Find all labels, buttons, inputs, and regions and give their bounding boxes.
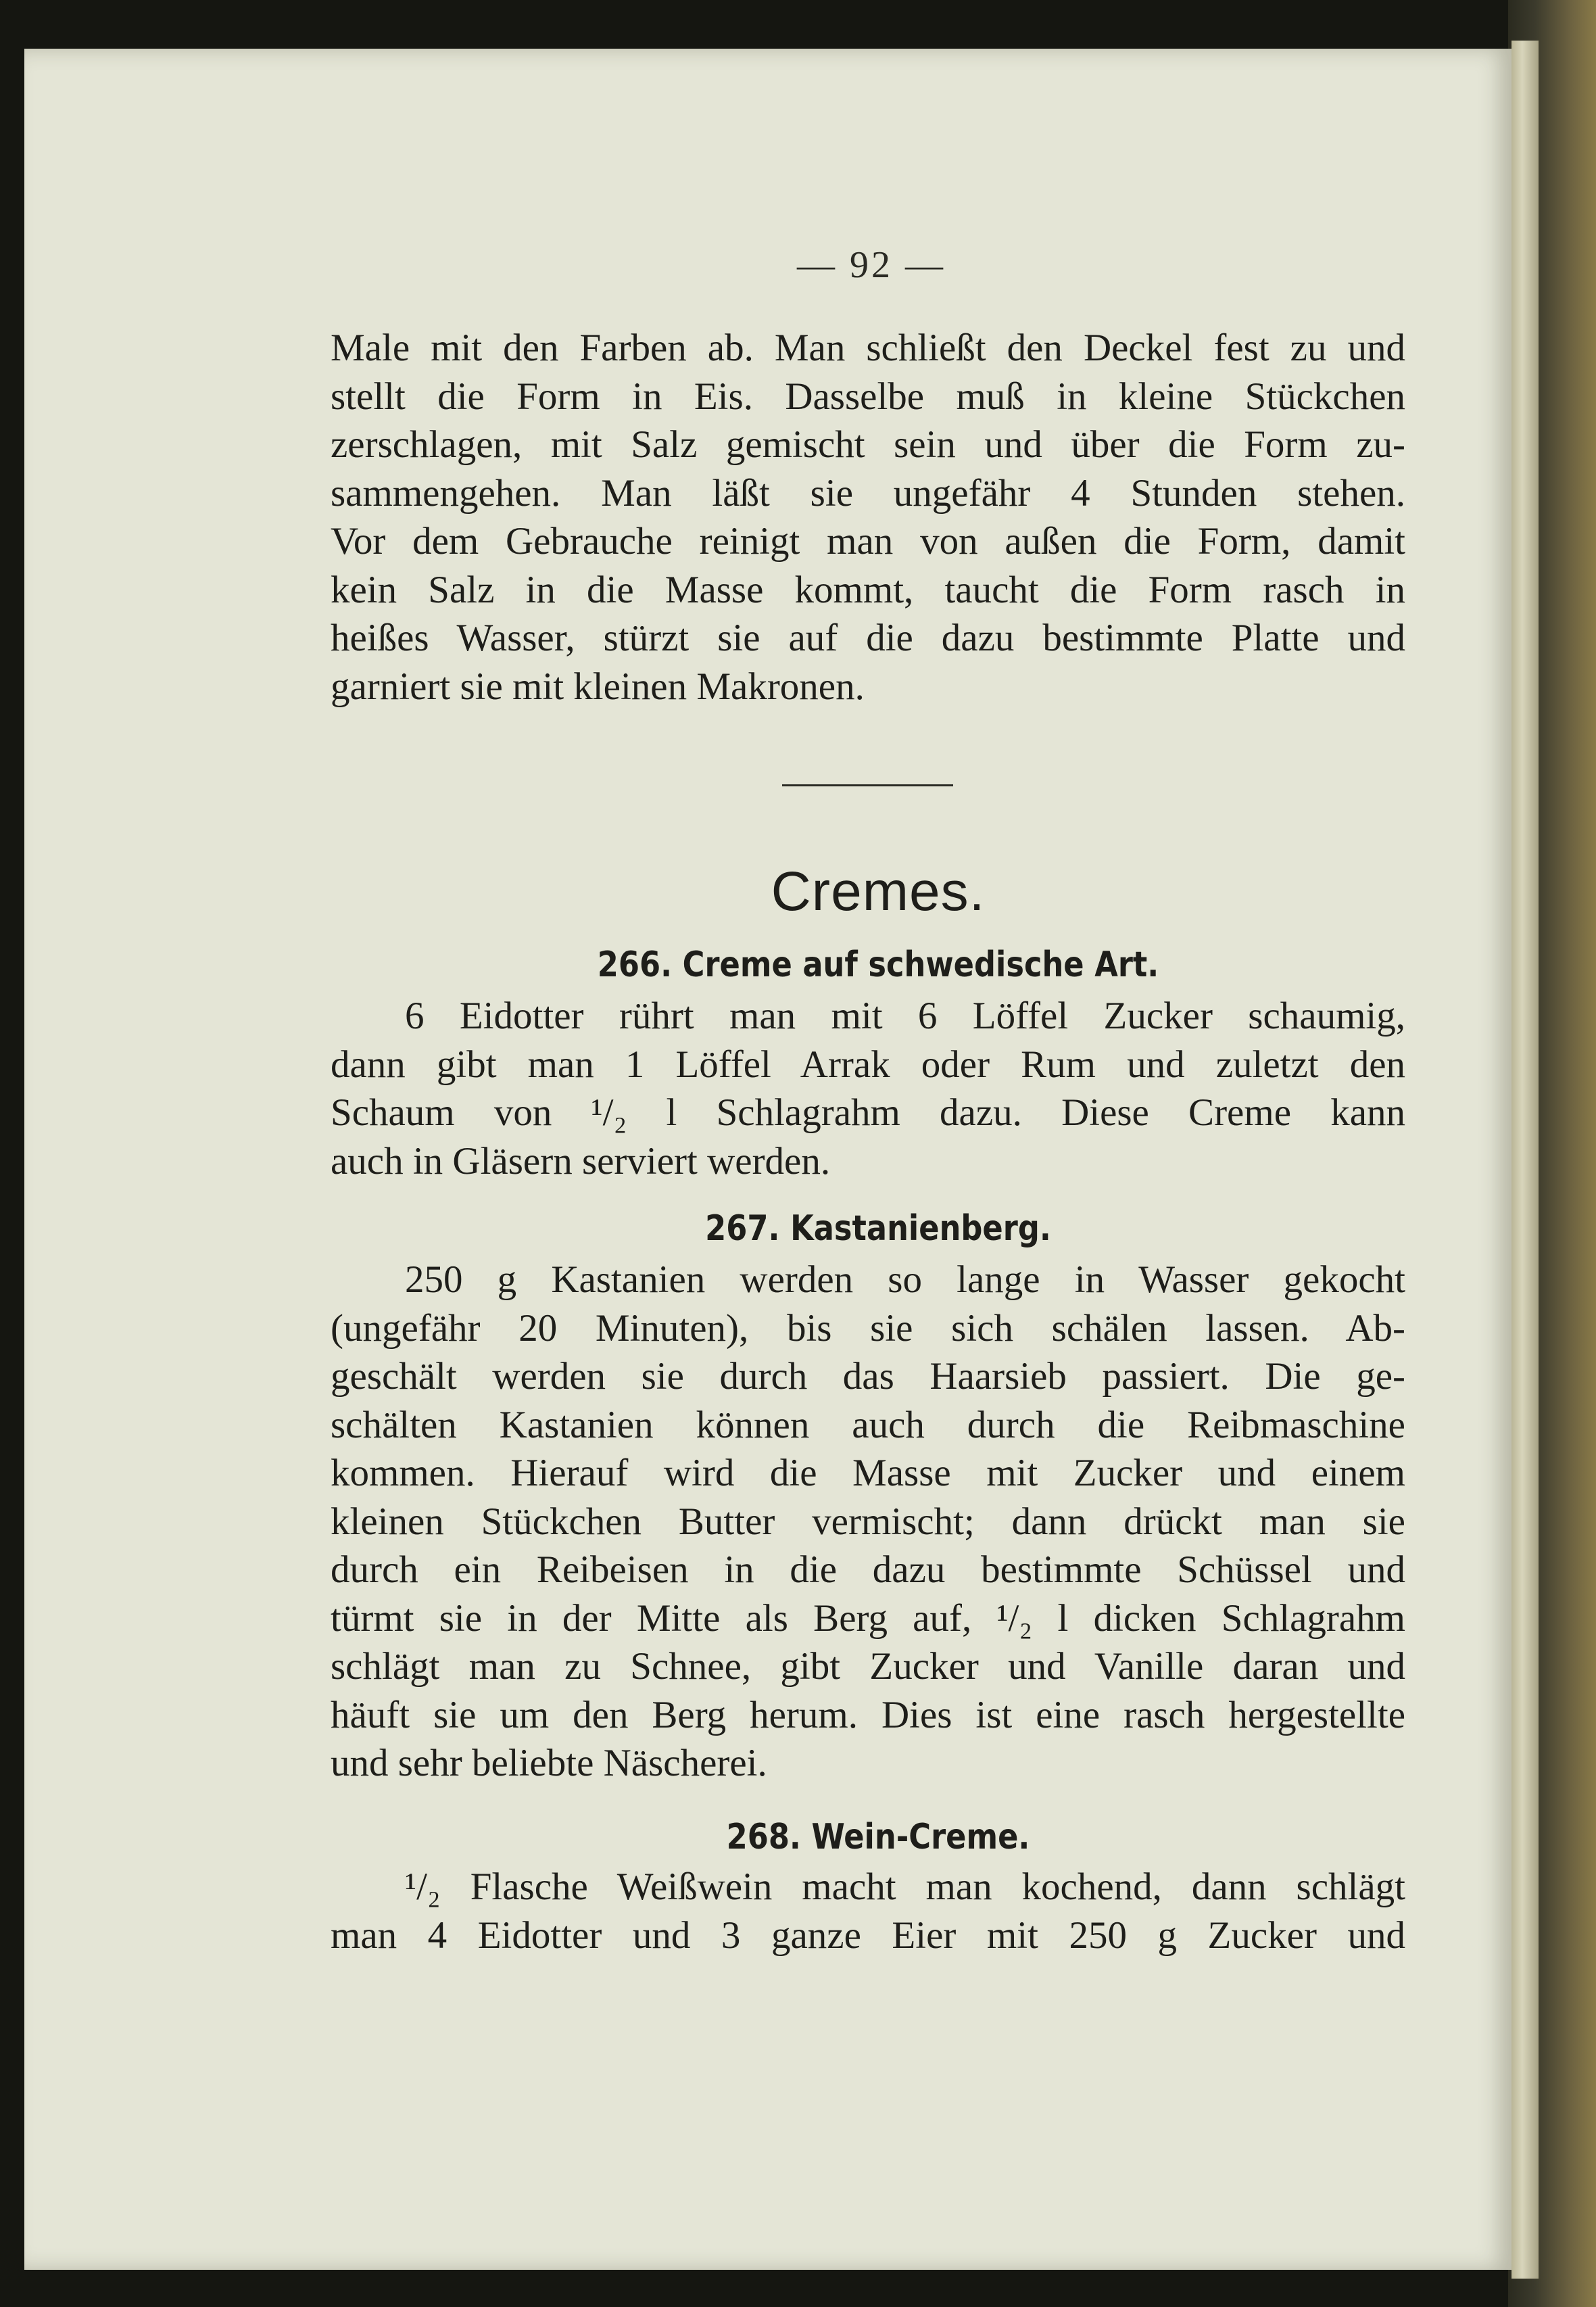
page-edge [1512,41,1539,2279]
text-line: durch ein Reibeisen in die dazu bestimmte Schüssel und [331,1548,1405,1591]
recipe-text-267 [331,1256,1405,1788]
text-line: heißes Wasser, stürzt sie auf die dazu bestimmte Platte und [331,617,1405,659]
text-line: türmt sie in der Mitte als Berg auf, ¹/₂ l dicken Schlagrahm [331,1596,1405,1640]
text-line: man 4 Eidotter und 3 ganze Eier mit 250 g Zucker und [331,1913,1405,1957]
text-line: 6 Eidotter rührt man mit 6 Löffel Zucker schaumig, [405,995,1405,1037]
text-line: Schaum von ¹/₂ l Schlagrahm dazu. Diese Creme kann [331,1091,1405,1134]
recipe-title-268: 268. Wein-Creme. [726,1817,1030,1857]
text-line: und sehr beliebte Näscherei. [331,1742,767,1784]
text-line: sammengehen. Man läßt sie ungefähr 4 Stunden stehen. [331,471,1405,515]
text-line: Vor dem Gebrauche reinigt man von außen die Form, damit [331,520,1405,563]
recipe-text-268 [331,1863,1405,1959]
text-line: kommen. Hierauf wird die Masse mit Zucker und einem [331,1452,1405,1494]
section-title: Cremes. [771,861,986,922]
text-line: stellt die Form in Eis. Dasselbe muß in kleine Stückchen [331,375,1405,418]
text-line: zerschlagen, mit Salz gemischt sein und über die Form zu- [331,423,1405,466]
page-number: — 92 — [797,244,946,286]
text-line: dann gibt man 1 Löffel Arrak oder Rum und zuletzt den [331,1043,1405,1086]
text-line: geschält werden sie durch das Haarsieb passiert. Die ge- [331,1355,1405,1398]
text-line: auch in Gläsern serviert werden. [331,1139,831,1183]
text-line: schälten Kastanien können auch durch die Reibmaschine [331,1403,1405,1446]
text-line: Male mit den Farben ab. Man schließt den Deckel fest zu und [331,327,1405,369]
book-page [24,49,1512,2270]
section-divider [782,784,953,786]
text-line: ¹/₂ Flasche Weißwein macht man kochend, dann schlägt [405,1865,1405,1908]
text-line: schlägt man zu Schnee, gibt Zucker und Vanille daran und [331,1645,1405,1688]
recipe-title-266: 266. Creme auf schwedische Art. [597,945,1159,985]
text-line: kein Salz in die Masse kommt, taucht die Form rasch in [331,568,1405,611]
text-line: häuft sie um den Berg herum. Dies ist eine rasch hergestellte [331,1693,1405,1736]
text-line: (ungefähr 20 Minuten), bis sie sich schälen lassen. Ab- [331,1306,1405,1350]
recipe-title-267: 267. Kastanienberg. [705,1208,1051,1249]
text-line: garniert sie mit kleinen Makronen. [331,665,865,708]
text-line: 250 g Kastanien werden so lange in Wasser gekocht [405,1258,1405,1301]
recipe-text-266 [331,992,1405,1185]
intro-paragraph [331,324,1405,711]
text-line: kleinen Stückchen Butter vermischt; dann drückt man sie [331,1500,1405,1543]
